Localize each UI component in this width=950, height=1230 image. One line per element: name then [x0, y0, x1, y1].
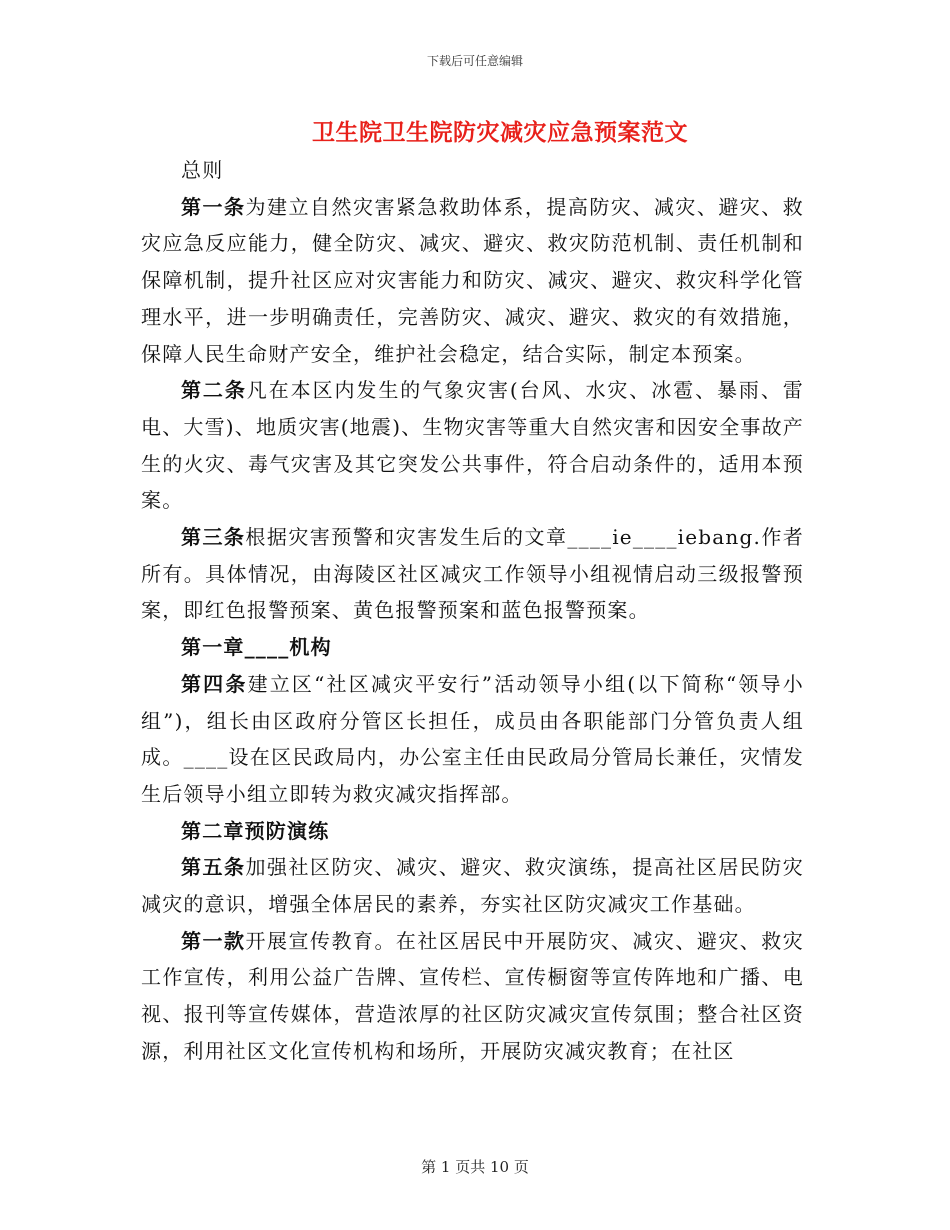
section-general-heading: 总则: [181, 158, 224, 182]
page-header-note: 下载后可任意编辑: [426, 54, 523, 68]
article-2-lead: 第二条: [181, 378, 247, 403]
chapter-2-heading: 第二章预防演练: [181, 818, 330, 843]
chapter-1-heading: 第一章____机构: [181, 635, 332, 660]
article-3: [141, 519, 804, 629]
document-title: 卫生院卫生院防灾减灾应急预案范文: [312, 119, 688, 146]
clause-1-lead: 第一款: [181, 928, 246, 953]
document-body: [141, 152, 804, 1070]
article-5-lead: 第五条: [181, 855, 246, 880]
article-4-text: 建立区“社区减灾平安行”活动领导小组(以下简称“领导小组”)，组长由区政府分管区长担任，成员由各职能部门分管负责人组成。____设在区民政局内，办公室主任由民政局分管局长兼任，灾情发生后领导小组立即转为救灾减灾指挥部。: [141, 671, 804, 806]
article-1-lead: 第一条: [181, 194, 246, 219]
article-5: [141, 849, 804, 922]
article-3-text: 根据灾害预警和灾害发生后的文章____ie____iebang.作者所有。具体情况，由海陵区社区减灾工作领导小组视情启动三级报警预案，即红色报警预案、黄色报警预案和蓝色报警预案。: [141, 525, 804, 623]
article-4: [141, 666, 804, 813]
article-1-text: 为建立自然灾害紧急救助体系，提高防灾、减灾、避灾、救灾应急反应能力，健全防灾、减灾、避灾、救灾防范机制、责任机制和保障机制，提升社区应对灾害能力和防灾、减灾、避灾、救灾科学化管理水平，进一步明确责任，完善防灾、减灾、避灾、救灾的有效措施，保障人民生命财产安全，维护社会稳定，结合实际，制定本预案。: [141, 194, 804, 366]
article-1: [141, 189, 804, 373]
article-2: [141, 372, 804, 519]
article-5-text: 加强社区防灾、减灾、避灾、救灾演练，提高社区居民防灾减灾的意识，增强全体居民的素养，夯实社区防灾减灾工作基础。: [141, 855, 804, 917]
clause-1-text: 开展宣传教育。在社区居民中开展防灾、减灾、避灾、救灾工作宣传，利用公益广告牌、宣传栏、宣传橱窗等宣传阵地和广播、电视、报刊等宣传媒体，营造浓厚的社区防灾减灾宣传氛围；整合社区资源，利用社区文化宣传机构和场所，开展防灾减灾教育；在社区: [141, 928, 804, 1063]
page-number-footer: 第 1 页共 10 页: [421, 1158, 529, 1176]
article-2-text: 凡在本区内发生的气象灾害(台风、水灾、冰雹、暴雨、雷电、大雪)、地质灾害(地震)、生物灾害等重大自然灾害和因安全事故产生的火灾、毒气灾害及其它突发公共事件，符合启动条件的，适用本预案。: [141, 378, 805, 513]
article-3-lead: 第三条: [181, 525, 246, 550]
article-4-lead: 第四条: [181, 671, 248, 696]
clause-1: [141, 923, 804, 1070]
